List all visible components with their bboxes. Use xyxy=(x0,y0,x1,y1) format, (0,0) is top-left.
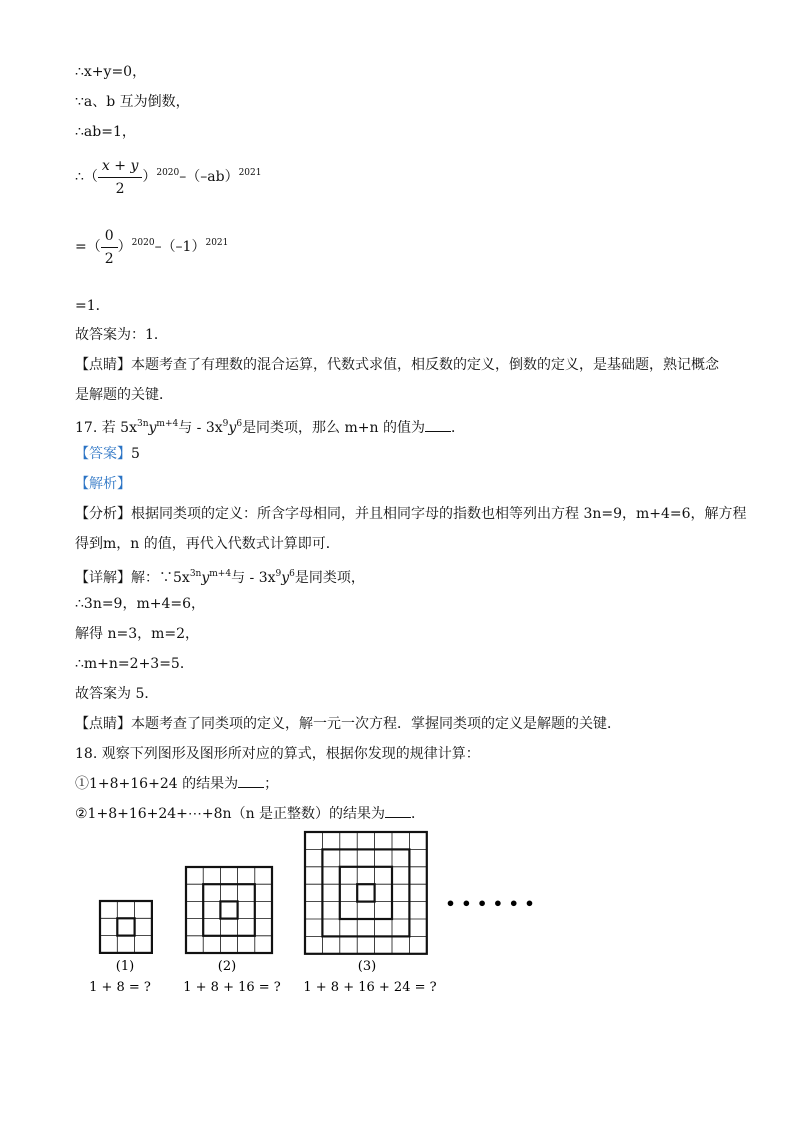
line-substitution xyxy=(75,222,228,268)
figure-equation: 1 + 8 + 16 + 24 = ? xyxy=(303,980,437,995)
analysis-line-1: 【分析】根据同类项的定义：所含字母相同，并且相同字母的指数也相等列出方程 3n=9，m+4=6，解方程 xyxy=(75,506,747,522)
grid-ring xyxy=(117,918,134,935)
detail-text: 是同类项， xyxy=(294,570,365,586)
analysis-line-2: 得到m，n 的值，再代入代数式计算即可． xyxy=(75,536,340,552)
var-y: y xyxy=(228,420,237,436)
exponent: 2020 xyxy=(156,168,180,178)
step-2: 解得 n=3，m=2， xyxy=(75,626,200,642)
fraction-denominator: 2 xyxy=(104,250,114,267)
minus-term: –（–1） xyxy=(154,239,206,255)
grid-ring xyxy=(340,867,392,919)
var-y: y xyxy=(148,420,157,436)
ellipsis-dots: • • • • • • xyxy=(445,894,535,913)
exponent: 6 xyxy=(289,569,295,579)
exponent: 2021 xyxy=(238,168,262,178)
exponent: m+4 xyxy=(156,419,179,429)
question-18: 18. 观察下列图形及图形所对应的算式，根据你发现的规律计算： xyxy=(75,746,480,762)
grid-ring xyxy=(100,901,152,953)
paren-close: ） xyxy=(117,239,132,255)
grid-ring xyxy=(322,849,409,936)
question-17 xyxy=(75,414,465,438)
grid-ring xyxy=(220,901,237,918)
q17-text: 与 - 3x xyxy=(178,420,223,436)
step-4: 故答案为 5． xyxy=(75,686,159,702)
q18-text: ． xyxy=(411,806,426,822)
grid-ring xyxy=(203,884,255,936)
fraction-denominator: 2 xyxy=(115,180,125,197)
line-reciprocal: ∵a、b 互为倒数， xyxy=(75,94,190,110)
comment-17: 【点睛】本题考查了同类项的定义，解一元一次方程．掌握同类项的定义是解题的关键． xyxy=(75,716,621,732)
fraction-numerator: x + y xyxy=(98,157,142,178)
q18-part-1 xyxy=(75,774,278,794)
figure-label: (1) xyxy=(115,959,135,974)
minus-term: –（–ab） xyxy=(179,169,239,185)
q18-text: ①1+8+16+24 的结果为 xyxy=(75,776,239,792)
grid-ring xyxy=(186,867,272,953)
q18-text: ②1+8+16+24+⋯+8n（n 是正整数）的结果为 xyxy=(75,806,386,822)
q17-text: 17. 若 5x xyxy=(75,420,137,436)
detail-text: 【详解】解：∵5x xyxy=(75,570,190,586)
exponent: 9 xyxy=(222,419,229,429)
detail-text: 与 - 3x xyxy=(231,570,276,586)
exponent: 6 xyxy=(236,419,243,429)
var-y: y xyxy=(281,570,290,586)
grid-ring xyxy=(357,884,374,901)
detail-line xyxy=(75,564,365,588)
line-ab: ∴ab=1， xyxy=(75,124,136,140)
comment-line-1: 【点睛】本题考查了有理数的混合运算，代数式求值，相反数的定义，倒数的定义，是基础题，熟记概念 xyxy=(75,357,719,373)
q18-part-2 xyxy=(75,804,425,824)
figure-label: (3) xyxy=(357,959,377,974)
paren-open: ∴（ xyxy=(75,169,98,185)
q17-text: 是同类项，那么 m+n 的值为 xyxy=(242,420,425,436)
analysis-tag: 【解析】 xyxy=(75,476,131,492)
answer-blank xyxy=(238,775,264,788)
fraction xyxy=(98,157,142,198)
figure-equation: 1 + 8 + 16 = ? xyxy=(183,980,281,995)
line-answer: 故答案为：1． xyxy=(75,327,168,343)
line-x-plus-y: ∴x+y=0， xyxy=(75,64,147,80)
q18-text: ； xyxy=(264,776,279,792)
paren-open: =（ xyxy=(75,239,101,255)
step-1: ∴3n=9，m+4=6， xyxy=(75,596,206,612)
figure-equation: 1 + 8 = ? xyxy=(89,980,151,995)
answer-value: 5 xyxy=(131,446,140,462)
paren-close: ） xyxy=(142,169,157,185)
step-3: ∴m+n=2+3=5． xyxy=(75,656,194,672)
line-fraction-expr xyxy=(75,152,261,198)
fraction xyxy=(101,227,118,268)
q17-text: ． xyxy=(451,420,465,436)
comment-line-2: 是解题的关键． xyxy=(75,387,173,403)
answer-tag: 【答案】 xyxy=(75,446,131,462)
exponent: m+4 xyxy=(209,569,232,579)
exponent: 9 xyxy=(275,569,282,579)
line-result: =1． xyxy=(75,298,110,314)
exponent: 3n xyxy=(136,419,149,429)
answer-blank xyxy=(425,419,451,432)
grid-ring xyxy=(305,832,427,954)
figure-label: (2) xyxy=(217,959,237,974)
answer-line xyxy=(75,444,140,464)
exponent: 2021 xyxy=(205,238,229,248)
var-y: y xyxy=(201,570,210,586)
exponent: 2020 xyxy=(131,238,155,248)
answer-blank xyxy=(385,805,411,818)
fraction-numerator: 0 xyxy=(101,227,118,248)
exponent: 3n xyxy=(189,569,202,579)
